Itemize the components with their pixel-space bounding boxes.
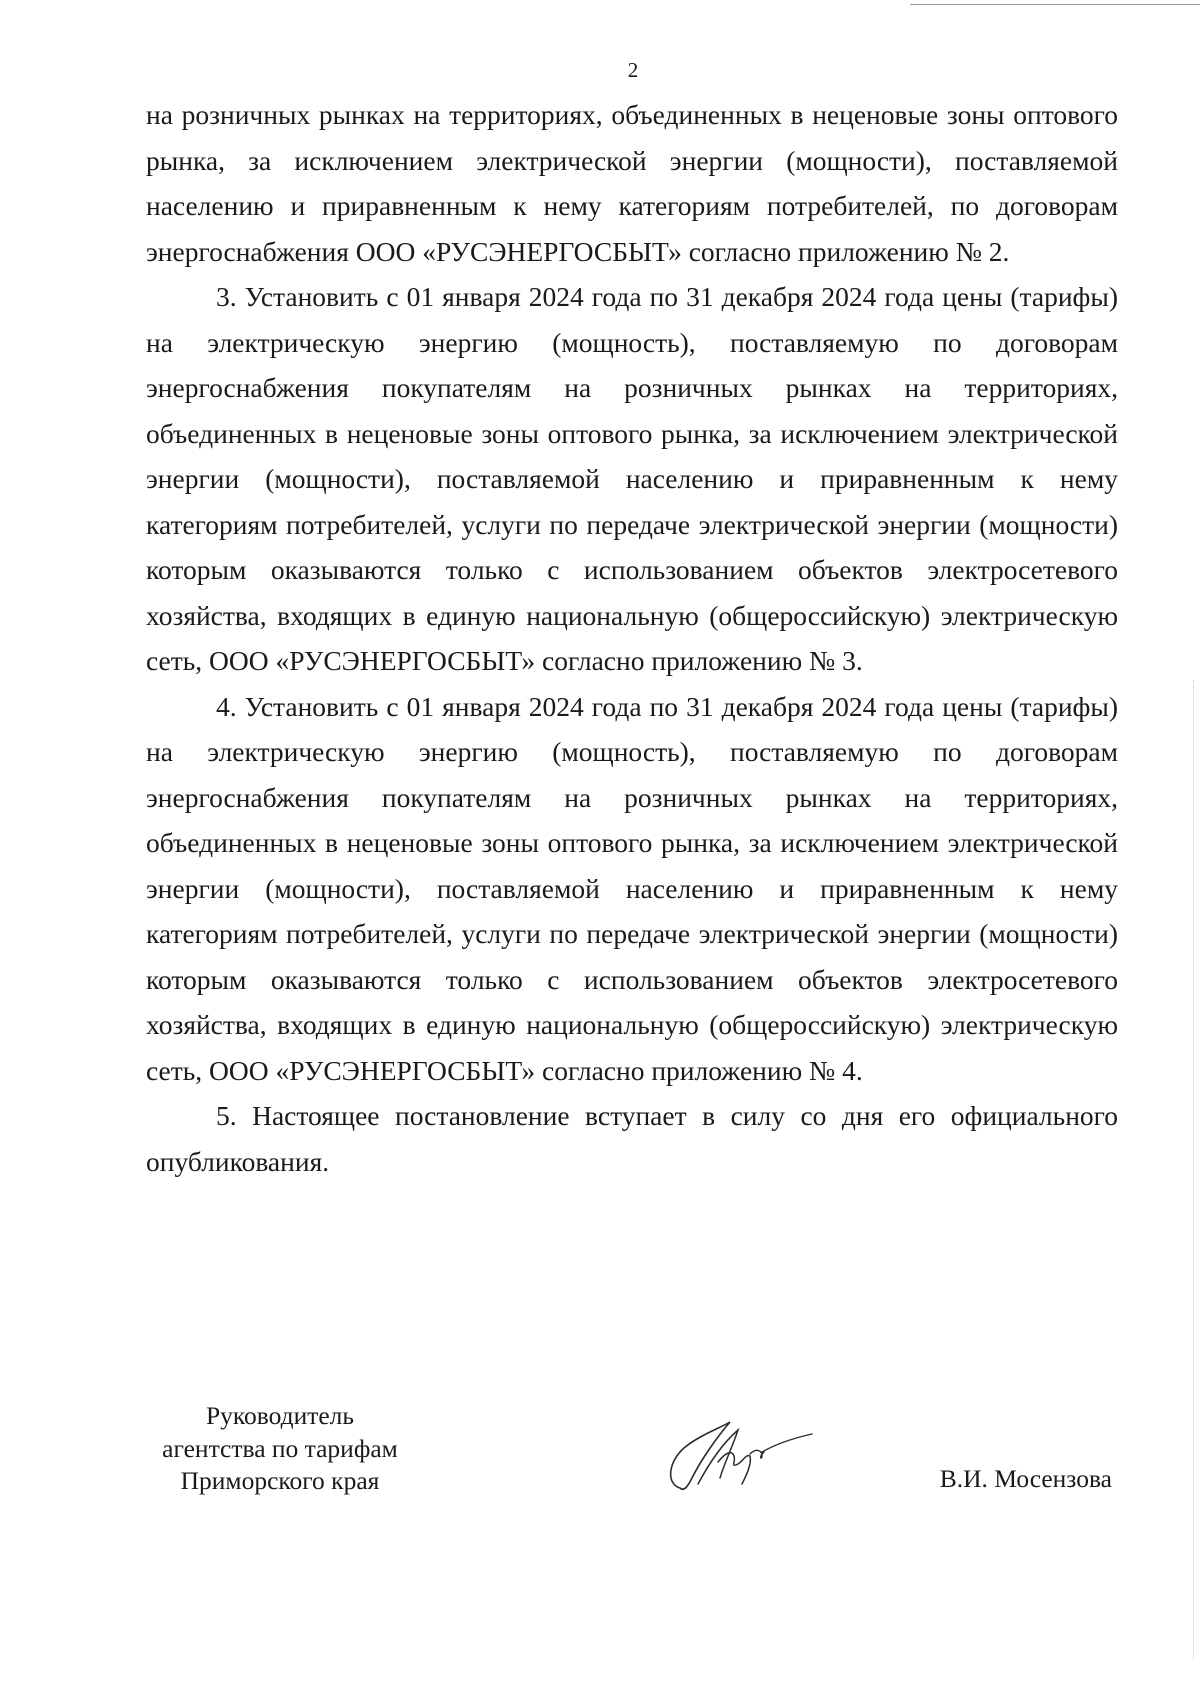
paragraph-item-5: 5. Настоящее постановление вступает в силу со дня его официального опубликования. xyxy=(146,1100,1118,1177)
paragraph-item-3: 3. Установить с 01 января 2024 года по 31 декабря 2024 года цены (тарифы) на электрическую энергию (мощность), поставляемую по договорам энергоснабжения покупателям на розничных рынках на территориях, объединенных в неценовые зоны оптового рынка, за исключением электрической энергии (мощности), поставляемой населению и приравненным к нему категориям потребителей, услуги по передаче электрической энергии (мощности) которым оказываются только с использованием объектов электросетевого хозяйства, входящих в единую национальную (общероссийскую) электрическую сеть, ООО «РУСЭНЕРГОСБЫТ» согласно приложению № 3. xyxy=(146,281,1118,676)
page-number: 2 xyxy=(627,58,639,82)
signatory-name: В.И. Мосензова xyxy=(939,1464,1112,1493)
paragraph-continuation: на розничных рынках на территориях, объединенных в неценовые зоны оптового рынка, за исключением электрической энергии (мощности), поставляемой населению и приравненным к нему категориям потребителей, по договорам энергоснабжения ООО «РУСЭНЕРГОСБЫТ» согласно приложению № 2. xyxy=(146,99,1118,267)
signatory-title-line: Руководитель xyxy=(205,1401,355,1430)
handwritten-signature-icon xyxy=(658,1392,818,1502)
signatory-title-line: агентства по тарифам xyxy=(162,1433,398,1463)
paragraph-item-4: 4. Установить с 01 января 2024 года по 31 декабря 2024 года цены (тарифы) на электрическую энергию (мощность), поставляемую по договорам энергоснабжения покупателям на розничных рынках на территориях, объединенных в неценовые зоны оптового рынка, за исключением электрической энергии (мощности), поставляемой населению и приравненным к нему категориям потребителей, услуги по передаче электрической энергии (мощности) которым оказываются только с использованием объектов электросетевого хозяйства, входящих в единую национальную (общероссийскую) электрическую сеть, ООО «РУСЭНЕРГОСБЫТ» согласно приложению № 4. xyxy=(146,690,1118,1086)
signatory-title-line: Приморского края xyxy=(180,1466,380,1495)
scan-edge-line xyxy=(910,4,1200,5)
signatory-title xyxy=(140,1400,420,1498)
signature-block xyxy=(140,1400,1120,1540)
document-body xyxy=(146,92,1118,1184)
scan-edge-dots xyxy=(1192,680,1194,1660)
